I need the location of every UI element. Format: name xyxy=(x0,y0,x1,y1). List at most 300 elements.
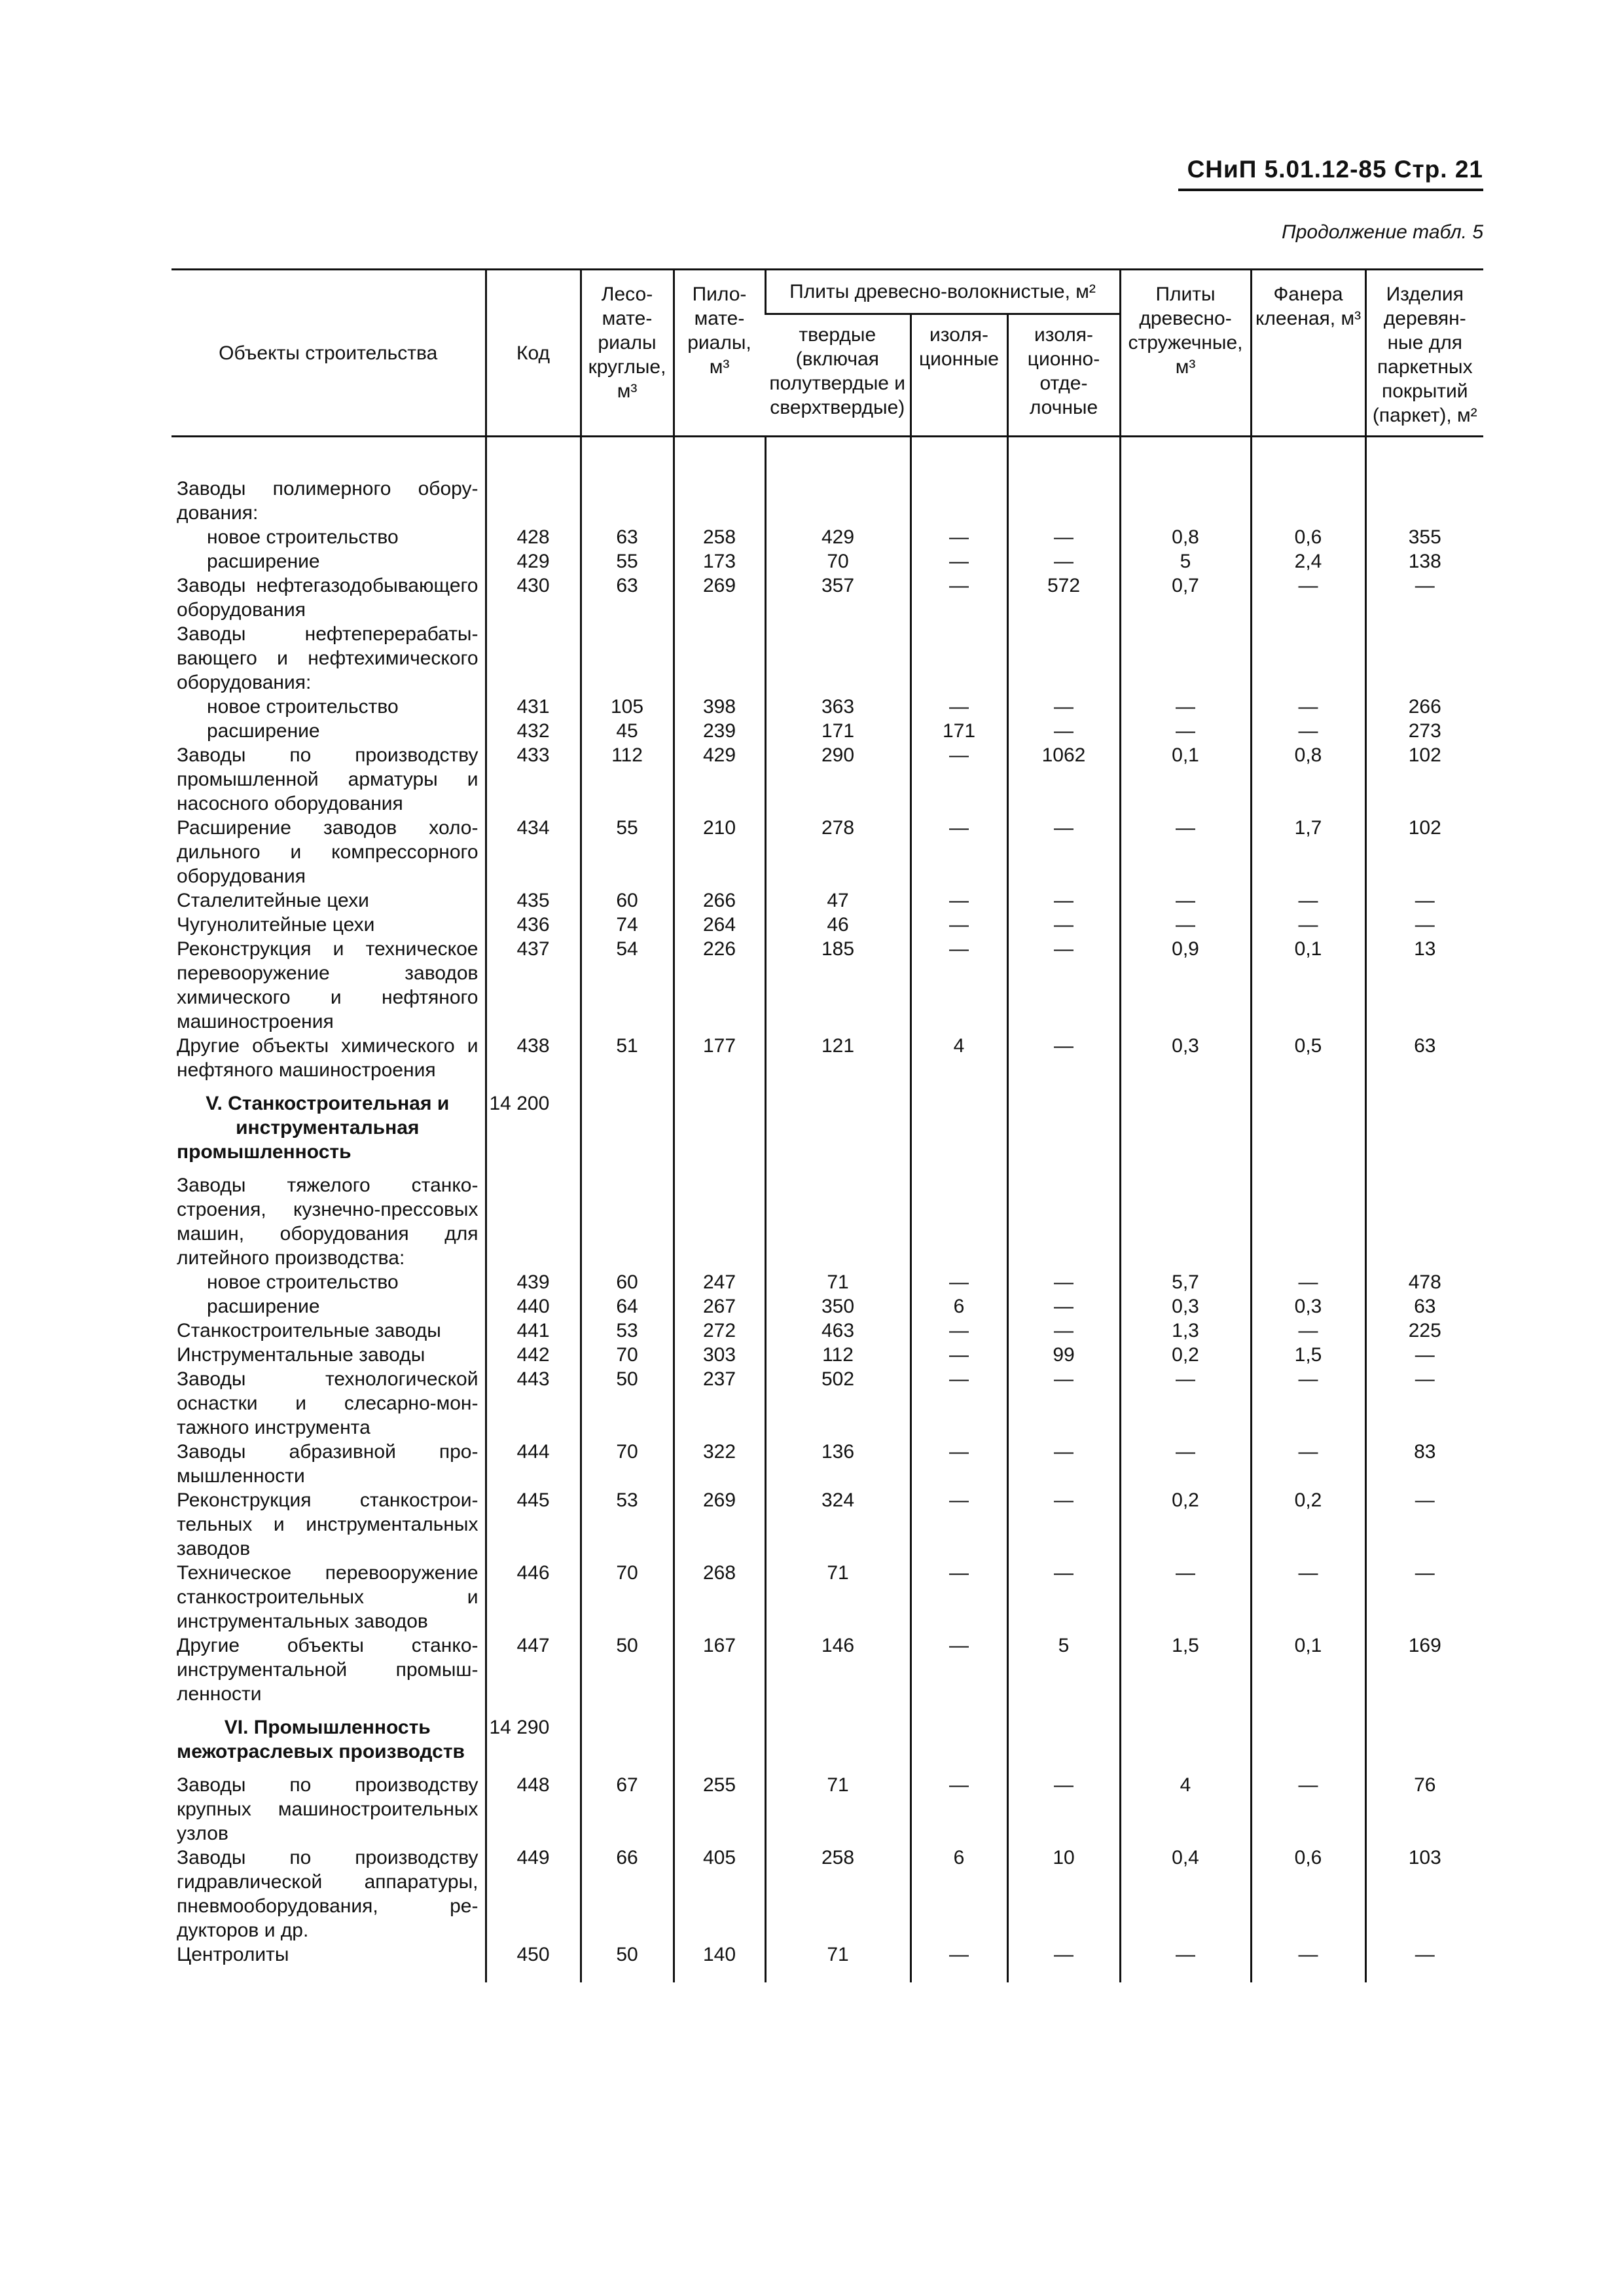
fb-insulation-finishing-cell: — xyxy=(1007,937,1120,1034)
plywood-cell: — xyxy=(1251,695,1365,719)
fb-hard-cell xyxy=(765,622,911,695)
fb-insulation-cell: — xyxy=(911,695,1007,719)
fb-insulation-finishing-cell xyxy=(1007,1082,1120,1173)
timber-cell xyxy=(581,1082,674,1173)
timber-cell: 45 xyxy=(581,719,674,743)
table-row xyxy=(171,574,1483,622)
table-row xyxy=(171,1488,1483,1561)
fb-insulation-cell xyxy=(911,1173,1007,1270)
sawn-cell: 258 xyxy=(674,525,765,549)
object-name-cell: Станкостроительные заводы xyxy=(177,1320,441,1341)
materials-table xyxy=(171,268,1483,1982)
parquet-cell: — xyxy=(1365,1343,1483,1367)
table-body xyxy=(171,437,1483,1983)
fb-insulation-cell: — xyxy=(911,816,1007,888)
object-name-cell: Техническое перевооружение станкостроительных и инструментальных заводов xyxy=(177,1562,478,1632)
parquet-cell: 225 xyxy=(1365,1319,1483,1343)
sawn-cell: 167 xyxy=(674,1633,765,1706)
object-name-cell: Заводы по производству крупных машиностроительных узлов xyxy=(177,1774,478,1844)
table-row xyxy=(171,913,1483,937)
parquet-cell xyxy=(1365,1706,1483,1773)
fb-insulation-cell: 6 xyxy=(911,1294,1007,1319)
table-row xyxy=(171,1343,1483,1367)
parquet-cell: — xyxy=(1365,888,1483,913)
timber-cell: 105 xyxy=(581,695,674,719)
sawn-cell: 322 xyxy=(674,1440,765,1488)
fb-hard-cell: 47 xyxy=(765,888,911,913)
sawn-cell: 177 xyxy=(674,1034,765,1082)
sawn-cell: 268 xyxy=(674,1561,765,1633)
fb-insulation-cell: 171 xyxy=(911,719,1007,743)
code-cell xyxy=(486,1173,581,1270)
particleboard-cell: 0,4 xyxy=(1120,1846,1251,1942)
fb-hard-cell: 363 xyxy=(765,695,911,719)
fb-insulation-finishing-cell: — xyxy=(1007,1367,1120,1440)
plywood-cell: — xyxy=(1251,1367,1365,1440)
parquet-cell: — xyxy=(1365,1367,1483,1440)
fb-hard-cell: 121 xyxy=(765,1034,911,1082)
fb-insulation-finishing-cell: — xyxy=(1007,695,1120,719)
timber-cell: 60 xyxy=(581,888,674,913)
fb-insulation-finishing-cell: — xyxy=(1007,888,1120,913)
timber-cell: 53 xyxy=(581,1488,674,1561)
fb-hard-cell: 71 xyxy=(765,1942,911,1982)
plywood-cell: 0,6 xyxy=(1251,525,1365,549)
code-cell: 439 xyxy=(486,1270,581,1294)
sawn-cell: 237 xyxy=(674,1367,765,1440)
object-name-cell: расширение xyxy=(207,720,320,742)
fb-insulation-cell xyxy=(911,437,1007,526)
fb-insulation-finishing-cell xyxy=(1007,437,1120,526)
particleboard-cell: 0,7 xyxy=(1120,574,1251,622)
table-continuation-note: Продолжение табл. 5 xyxy=(1282,221,1483,243)
fb-hard-cell: 171 xyxy=(765,719,911,743)
fb-hard-cell: 136 xyxy=(765,1440,911,1488)
sawn-cell: 239 xyxy=(674,719,765,743)
plywood-cell xyxy=(1251,622,1365,695)
object-name-cell: Расширение заводов холодильного и компрессорного оборудования xyxy=(177,817,478,887)
page-header: СНиП 5.01.12-85 Стр. 21 xyxy=(1187,156,1483,183)
sawn-cell: 173 xyxy=(674,549,765,574)
fb-hard-cell: 71 xyxy=(765,1270,911,1294)
plywood-cell: — xyxy=(1251,1942,1365,1982)
object-name-cell: Заводы абразивной промышленности xyxy=(177,1441,478,1487)
sawn-cell: 247 xyxy=(674,1270,765,1294)
plywood-cell: 1,5 xyxy=(1251,1343,1365,1367)
plywood-cell: — xyxy=(1251,1561,1365,1633)
fb-insulation-cell: — xyxy=(911,1773,1007,1846)
plywood-cell xyxy=(1251,1706,1365,1773)
object-name-cell: Реконструкция станкостроительных и инструментальных заводов xyxy=(177,1489,478,1559)
object-name-cell: Инструментальные заводы xyxy=(177,1344,425,1366)
parquet-cell: 102 xyxy=(1365,816,1483,888)
fb-insulation-finishing-cell: 99 xyxy=(1007,1343,1120,1367)
timber-cell: 50 xyxy=(581,1367,674,1440)
sawn-cell xyxy=(674,622,765,695)
fb-insulation-cell: — xyxy=(911,1488,1007,1561)
table-row xyxy=(171,549,1483,574)
table-row xyxy=(171,1561,1483,1633)
fb-hard-cell: 290 xyxy=(765,743,911,816)
col-header-parquet: Изделия деревянные для паркетных покрытий (паркет), м² xyxy=(1365,270,1483,437)
fb-insulation-cell: — xyxy=(911,574,1007,622)
code-cell: 438 xyxy=(486,1034,581,1082)
code-cell: 444 xyxy=(486,1440,581,1488)
table-row xyxy=(171,1367,1483,1440)
sawn-cell: 398 xyxy=(674,695,765,719)
fb-insulation-finishing-cell: — xyxy=(1007,816,1120,888)
fb-hard-cell: 463 xyxy=(765,1319,911,1343)
fb-insulation-cell: 6 xyxy=(911,1846,1007,1942)
fb-hard-cell xyxy=(765,437,911,526)
plywood-cell: 2,4 xyxy=(1251,549,1365,574)
fb-insulation-finishing-cell: — xyxy=(1007,1319,1120,1343)
timber-cell: 70 xyxy=(581,1561,674,1633)
timber-cell: 70 xyxy=(581,1440,674,1488)
fb-hard-cell: 46 xyxy=(765,913,911,937)
plywood-cell: 0,3 xyxy=(1251,1294,1365,1319)
plywood-cell: 0,1 xyxy=(1251,1633,1365,1706)
timber-cell: 67 xyxy=(581,1773,674,1846)
table-row xyxy=(171,622,1483,695)
object-name-cell: Другие объекты химического и нефтяного машиностроения xyxy=(177,1035,478,1081)
timber-cell: 60 xyxy=(581,1270,674,1294)
particleboard-cell xyxy=(1120,1173,1251,1270)
code-cell: 447 xyxy=(486,1633,581,1706)
particleboard-cell: — xyxy=(1120,719,1251,743)
fb-hard-cell: 71 xyxy=(765,1561,911,1633)
particleboard-cell: — xyxy=(1120,816,1251,888)
parquet-cell: 266 xyxy=(1365,695,1483,719)
fb-insulation-finishing-cell: — xyxy=(1007,549,1120,574)
table-row xyxy=(171,1034,1483,1082)
particleboard-cell: 0,8 xyxy=(1120,525,1251,549)
sawn-cell: 405 xyxy=(674,1846,765,1942)
sawn-cell xyxy=(674,437,765,526)
object-name-cell: Центролиты xyxy=(177,1944,289,1965)
code-cell: 429 xyxy=(486,549,581,574)
table-row xyxy=(171,1846,1483,1942)
sawn-cell: 272 xyxy=(674,1319,765,1343)
particleboard-cell: 0,3 xyxy=(1120,1034,1251,1082)
particleboard-cell: 0,2 xyxy=(1120,1343,1251,1367)
fb-insulation-finishing-cell: 1062 xyxy=(1007,743,1120,816)
fb-insulation-finishing-cell: — xyxy=(1007,1561,1120,1633)
timber-cell: 54 xyxy=(581,937,674,1034)
particleboard-cell: — xyxy=(1120,695,1251,719)
fb-hard-cell: 70 xyxy=(765,549,911,574)
sawn-cell: 303 xyxy=(674,1343,765,1367)
fb-insulation-finishing-cell: — xyxy=(1007,719,1120,743)
particleboard-cell: 1,3 xyxy=(1120,1319,1251,1343)
particleboard-cell: — xyxy=(1120,1367,1251,1440)
table-row xyxy=(171,695,1483,719)
col-header-timber: Лесоматериалы круглые, м³ xyxy=(581,270,674,437)
col-header-object: Объекты строительства xyxy=(171,270,486,437)
fb-insulation-finishing-cell: — xyxy=(1007,525,1120,549)
timber-cell: 55 xyxy=(581,549,674,574)
fb-insulation-cell: — xyxy=(911,1319,1007,1343)
fb-hard-cell: 71 xyxy=(765,1773,911,1846)
sawn-cell xyxy=(674,1082,765,1173)
code-cell: 430 xyxy=(486,574,581,622)
fb-hard-cell: 429 xyxy=(765,525,911,549)
header-rule xyxy=(1178,189,1483,191)
fb-hard-cell: 185 xyxy=(765,937,911,1034)
fb-hard-cell xyxy=(765,1173,911,1270)
code-cell: 440 xyxy=(486,1294,581,1319)
sawn-cell: 210 xyxy=(674,816,765,888)
fb-hard-cell: 324 xyxy=(765,1488,911,1561)
table-row xyxy=(171,1173,1483,1270)
particleboard-cell xyxy=(1120,437,1251,526)
timber-cell xyxy=(581,622,674,695)
fb-hard-cell: 112 xyxy=(765,1343,911,1367)
code-cell: 14 290 xyxy=(486,1706,581,1773)
particleboard-cell xyxy=(1120,622,1251,695)
plywood-cell: 0,5 xyxy=(1251,1034,1365,1082)
timber-cell: 50 xyxy=(581,1633,674,1706)
table-row xyxy=(171,525,1483,549)
col-header-fiberboard-group: Плиты древесно-волокнистые, м² xyxy=(765,270,1120,314)
fb-insulation-cell: 4 xyxy=(911,1034,1007,1082)
plywood-cell: 0,2 xyxy=(1251,1488,1365,1561)
section-heading: V. Станкостроительная и инструментальная промышленность xyxy=(177,1093,450,1163)
plywood-cell: — xyxy=(1251,1270,1365,1294)
particleboard-cell: 1,5 xyxy=(1120,1633,1251,1706)
timber-cell: 53 xyxy=(581,1319,674,1343)
fb-insulation-finishing-cell: — xyxy=(1007,913,1120,937)
timber-cell: 63 xyxy=(581,525,674,549)
parquet-cell xyxy=(1365,1082,1483,1173)
sawn-cell: 267 xyxy=(674,1294,765,1319)
object-name-cell: Заводы по производству гидравлической аппаратуры, пневмооборудования, редукторов и др. xyxy=(177,1847,478,1941)
particleboard-cell: 0,1 xyxy=(1120,743,1251,816)
fb-insulation-cell: — xyxy=(911,888,1007,913)
timber-cell: 66 xyxy=(581,1846,674,1942)
fb-insulation-finishing-cell xyxy=(1007,622,1120,695)
col-header-fb-insulation-finishing: изоляционно-отделочные xyxy=(1007,314,1120,437)
col-header-code: Код xyxy=(486,270,581,437)
col-header-fb-hard: твердые (включая полутвердые и сверхтвердые) xyxy=(765,314,911,437)
table-row xyxy=(171,937,1483,1034)
table-row xyxy=(171,816,1483,888)
plywood-cell: — xyxy=(1251,1319,1365,1343)
fb-insulation-finishing-cell: — xyxy=(1007,1773,1120,1846)
fb-insulation-finishing-cell: 10 xyxy=(1007,1846,1120,1942)
particleboard-cell: 5,7 xyxy=(1120,1270,1251,1294)
fb-insulation-cell: — xyxy=(911,1270,1007,1294)
section-row xyxy=(171,1706,1483,1773)
fb-insulation-cell: — xyxy=(911,937,1007,1034)
plywood-cell: — xyxy=(1251,719,1365,743)
particleboard-cell: 0,9 xyxy=(1120,937,1251,1034)
parquet-cell xyxy=(1365,622,1483,695)
object-name-cell: Чугунолитейные цехи xyxy=(177,914,375,936)
particleboard-cell: 5 xyxy=(1120,549,1251,574)
sawn-cell: 255 xyxy=(674,1773,765,1846)
fb-insulation-finishing-cell: — xyxy=(1007,1034,1120,1082)
particleboard-cell: — xyxy=(1120,1561,1251,1633)
parquet-cell: 63 xyxy=(1365,1034,1483,1082)
fb-insulation-finishing-cell: — xyxy=(1007,1270,1120,1294)
fb-hard-cell: 357 xyxy=(765,574,911,622)
parquet-cell: 355 xyxy=(1365,525,1483,549)
particleboard-cell: — xyxy=(1120,888,1251,913)
fb-insulation-finishing-cell: — xyxy=(1007,1294,1120,1319)
parquet-cell: 83 xyxy=(1365,1440,1483,1488)
col-header-plywood: Фанера клееная, м³ xyxy=(1251,270,1365,437)
object-name-cell: Заводы полимерного оборудования: xyxy=(177,478,478,524)
plywood-cell: — xyxy=(1251,888,1365,913)
section-heading: VI. Промышленность межотраслевых производств xyxy=(177,1717,465,1762)
fb-hard-cell: 146 xyxy=(765,1633,911,1706)
table-row xyxy=(171,743,1483,816)
parquet-cell: — xyxy=(1365,1561,1483,1633)
code-cell: 436 xyxy=(486,913,581,937)
fb-insulation-cell: — xyxy=(911,1343,1007,1367)
fb-hard-cell: 258 xyxy=(765,1846,911,1942)
code-cell: 433 xyxy=(486,743,581,816)
fb-insulation-cell: — xyxy=(911,743,1007,816)
parquet-cell: 76 xyxy=(1365,1773,1483,1846)
parquet-cell: 63 xyxy=(1365,1294,1483,1319)
section-row xyxy=(171,1082,1483,1173)
parquet-cell: — xyxy=(1365,913,1483,937)
code-cell: 432 xyxy=(486,719,581,743)
code-cell: 431 xyxy=(486,695,581,719)
plywood-cell: 0,6 xyxy=(1251,1846,1365,1942)
fb-hard-cell: 502 xyxy=(765,1367,911,1440)
object-name-cell: Заводы тяжелого станкостроения, кузнечно-прессовых машин, оборудования для литейного производства: xyxy=(177,1175,478,1269)
parquet-cell: 273 xyxy=(1365,719,1483,743)
plywood-cell: 0,1 xyxy=(1251,937,1365,1034)
parquet-cell: 478 xyxy=(1365,1270,1483,1294)
fb-insulation-cell: — xyxy=(911,525,1007,549)
timber-cell: 70 xyxy=(581,1343,674,1367)
sawn-cell: 269 xyxy=(674,574,765,622)
plywood-cell: 1,7 xyxy=(1251,816,1365,888)
object-name-cell: новое строительство xyxy=(207,1271,399,1293)
table-row xyxy=(171,1294,1483,1319)
plywood-cell: — xyxy=(1251,1440,1365,1488)
timber-cell: 74 xyxy=(581,913,674,937)
object-name-cell: Заводы по производству промышленной арматуры и насосного оборудования xyxy=(177,744,478,814)
plywood-cell xyxy=(1251,1082,1365,1173)
particleboard-cell: — xyxy=(1120,913,1251,937)
fb-insulation-cell xyxy=(911,1706,1007,1773)
object-name-cell: новое строительство xyxy=(207,696,399,718)
code-cell: 449 xyxy=(486,1846,581,1942)
fb-insulation-cell xyxy=(911,1082,1007,1173)
fb-hard-cell xyxy=(765,1082,911,1173)
fb-insulation-cell: — xyxy=(911,1633,1007,1706)
timber-cell: 55 xyxy=(581,816,674,888)
parquet-cell: — xyxy=(1365,1488,1483,1561)
fb-insulation-cell: — xyxy=(911,1440,1007,1488)
parquet-cell xyxy=(1365,1173,1483,1270)
table-row xyxy=(171,437,1483,526)
fb-insulation-finishing-cell: — xyxy=(1007,1440,1120,1488)
table-row xyxy=(171,1633,1483,1706)
timber-cell: 63 xyxy=(581,574,674,622)
code-cell xyxy=(486,622,581,695)
particleboard-cell: — xyxy=(1120,1942,1251,1982)
sawn-cell: 226 xyxy=(674,937,765,1034)
sawn-cell: 140 xyxy=(674,1942,765,1982)
table-row xyxy=(171,719,1483,743)
plywood-cell: — xyxy=(1251,574,1365,622)
timber-cell: 112 xyxy=(581,743,674,816)
object-name-cell: Другие объекты станкоинструментальной промышленности xyxy=(177,1635,478,1705)
fb-insulation-cell: — xyxy=(911,549,1007,574)
parquet-cell: 138 xyxy=(1365,549,1483,574)
table-row xyxy=(171,1440,1483,1488)
object-name-cell: Заводы нефтеперерабатывающего и нефтехимического оборудования: xyxy=(177,623,478,693)
col-header-particleboard: Плиты древесно-стружечные, м³ xyxy=(1120,270,1251,437)
col-header-fb-insulation: изоляционные xyxy=(911,314,1007,437)
fb-insulation-cell: — xyxy=(911,1942,1007,1982)
particleboard-cell: — xyxy=(1120,1440,1251,1488)
code-cell xyxy=(486,437,581,526)
plywood-cell xyxy=(1251,437,1365,526)
fb-insulation-finishing-cell xyxy=(1007,1173,1120,1270)
sawn-cell xyxy=(674,1173,765,1270)
code-cell: 445 xyxy=(486,1488,581,1561)
particleboard-cell xyxy=(1120,1082,1251,1173)
sawn-cell xyxy=(674,1706,765,1773)
parquet-cell: — xyxy=(1365,1942,1483,1982)
plywood-cell: 0,8 xyxy=(1251,743,1365,816)
code-cell: 448 xyxy=(486,1773,581,1846)
fb-insulation-finishing-cell: 572 xyxy=(1007,574,1120,622)
fb-hard-cell: 350 xyxy=(765,1294,911,1319)
plywood-cell: — xyxy=(1251,1773,1365,1846)
parquet-cell: 13 xyxy=(1365,937,1483,1034)
code-cell: 442 xyxy=(486,1343,581,1367)
fb-hard-cell xyxy=(765,1706,911,1773)
timber-cell xyxy=(581,1706,674,1773)
code-cell: 14 200 xyxy=(486,1082,581,1173)
sawn-cell: 264 xyxy=(674,913,765,937)
code-cell: 434 xyxy=(486,816,581,888)
timber-cell xyxy=(581,437,674,526)
timber-cell xyxy=(581,1173,674,1270)
fb-insulation-cell: — xyxy=(911,913,1007,937)
code-cell: 428 xyxy=(486,525,581,549)
parquet-cell: 103 xyxy=(1365,1846,1483,1942)
table-row xyxy=(171,1773,1483,1846)
parquet-cell: — xyxy=(1365,574,1483,622)
plywood-cell: — xyxy=(1251,913,1365,937)
object-name-cell: расширение xyxy=(207,551,320,572)
parquet-cell: 169 xyxy=(1365,1633,1483,1706)
code-cell: 446 xyxy=(486,1561,581,1633)
code-cell: 443 xyxy=(486,1367,581,1440)
table-row xyxy=(171,1270,1483,1294)
object-name-cell: расширение xyxy=(207,1296,320,1317)
fb-insulation-finishing-cell: — xyxy=(1007,1942,1120,1982)
object-name-cell: Сталелитейные цехи xyxy=(177,890,369,911)
timber-cell: 51 xyxy=(581,1034,674,1082)
parquet-cell: 102 xyxy=(1365,743,1483,816)
fb-hard-cell: 278 xyxy=(765,816,911,888)
fb-insulation-finishing-cell: — xyxy=(1007,1488,1120,1561)
sawn-cell: 266 xyxy=(674,888,765,913)
fb-insulation-cell: — xyxy=(911,1561,1007,1633)
code-cell: 435 xyxy=(486,888,581,913)
fb-insulation-finishing-cell xyxy=(1007,1706,1120,1773)
